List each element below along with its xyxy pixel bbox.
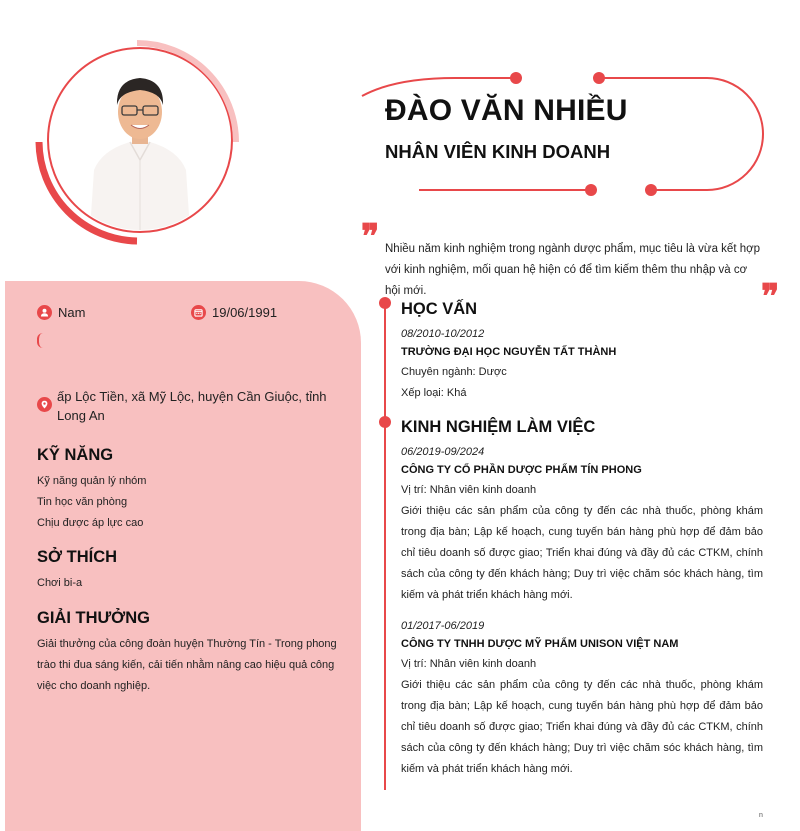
skills-list	[37, 471, 146, 534]
company-name: CÔNG TY CỔ PHẦN DƯỢC PHẨM TÍN PHONG	[401, 464, 642, 476]
experience-date: 01/2017-06/2019	[401, 620, 485, 632]
calendar-icon	[191, 305, 206, 320]
education-heading: HỌC VẤN	[401, 300, 478, 318]
experience-date: 06/2019-09/2024	[401, 446, 485, 458]
page-mark: n	[759, 812, 763, 819]
hobby-item: Chơi bi-a	[37, 577, 83, 589]
experience-position: Vị trí: Nhân viên kinh doanh	[401, 484, 537, 496]
school-name: TRƯỜNG ĐẠI HỌC NGUYỄN TẤT THÀNH	[401, 346, 617, 358]
career-objective: Nhiều năm kinh nghiệm trong ngành dược phẩm, mục tiêu là vừa kết hợp với kinh nghiệm, mối quan hệ hiện có để tìm kiếm thêm thu nhập và cơ hội mới.	[385, 243, 761, 297]
experience-description: Giới thiệu các sản phẩm của công ty đến các nhà thuốc, phòng khám trong địa bàn; Lập kế hoạch, cung tuyến bán hàng phù hợp để đảm bảo chỉ tiêu doanh số được giao; Triển khai đúng và đầy đủ các CTKM, chính sách của công ty đến khách hàng; Duy trì việc chăm sóc khách hàng, tìm kiếm và phát triển khách hàng mới.	[401, 505, 763, 601]
avatar-ring-decoration	[30, 36, 250, 256]
timeline-dot-icon	[379, 416, 391, 428]
skill-item: Tin học văn phòng	[37, 496, 128, 508]
avatar-block	[30, 36, 250, 256]
dob-value: 19/06/1991	[212, 305, 278, 320]
user-icon	[37, 305, 52, 320]
awards-heading: GIẢI THƯỞNG	[37, 609, 151, 627]
job-title: NHÂN VIÊN KINH DOANH	[385, 141, 611, 162]
experience-entry	[401, 443, 763, 606]
hobbies-list	[37, 573, 82, 594]
header-frame-decoration	[355, 60, 800, 210]
info-dob	[191, 305, 277, 320]
education-date: 08/2010-10/2012	[401, 328, 485, 340]
hobbies-heading: SỞ THÍCH	[37, 548, 118, 566]
info-gender	[37, 305, 85, 320]
quote-open-icon: ❞	[361, 217, 380, 257]
redacted-field	[37, 333, 129, 348]
location-pin-icon	[37, 397, 52, 412]
info-address	[37, 387, 337, 425]
award-description: Giải thưởng của công đoàn huyện Thường Tín - Trong phong trào thi đua sáng kiến, cải tiến nhằm nâng cao hiệu quả công việc cho doanh nghiệp.	[37, 638, 337, 692]
experience-heading: KINH NGHIỆM LÀM VIỆC	[401, 418, 596, 436]
address-value: ấp Lộc Tiền, xã Mỹ Lộc, huyện Cần Giuộc, tỉnh Long An	[57, 389, 327, 423]
skill-item: Kỹ năng quản lý nhóm	[37, 475, 147, 487]
timeline-dot-icon	[379, 297, 391, 309]
education-entry	[401, 325, 763, 404]
skill-item: Chịu được áp lực cao	[37, 517, 144, 529]
timeline-line	[384, 304, 386, 790]
education-major: Chuyên ngành: Dược	[401, 366, 507, 378]
quote-close-icon: ❞	[761, 277, 780, 317]
gender-value: Nam	[58, 305, 86, 320]
company-name: CÔNG TY TNHH DƯỢC MỸ PHẨM UNISON VIỆT NAM	[401, 638, 679, 650]
candidate-name: ĐÀO VĂN NHIỀU	[385, 94, 628, 127]
education-grade: Xếp loại: Khá	[401, 387, 467, 399]
skills-heading: KỸ NĂNG	[37, 446, 114, 464]
experience-position: Vị trí: Nhân viên kinh doanh	[401, 658, 537, 670]
experience-description: Giới thiệu các sản phẩm của công ty đến các nhà thuốc, phòng khám trong địa bàn; Lập kế hoạch, cung tuyến bán hàng phù hợp để đảm bảo chỉ tiêu doanh số được giao; Triển khai đúng và đầy đủ các CTKM, chính sách của công ty đến khách hàng; Duy trì việc chăm sóc khách hàng, tìm kiếm và phát triển khách hàng mới.	[401, 679, 763, 775]
experience-entry	[401, 617, 763, 780]
info-redacted	[37, 333, 129, 348]
